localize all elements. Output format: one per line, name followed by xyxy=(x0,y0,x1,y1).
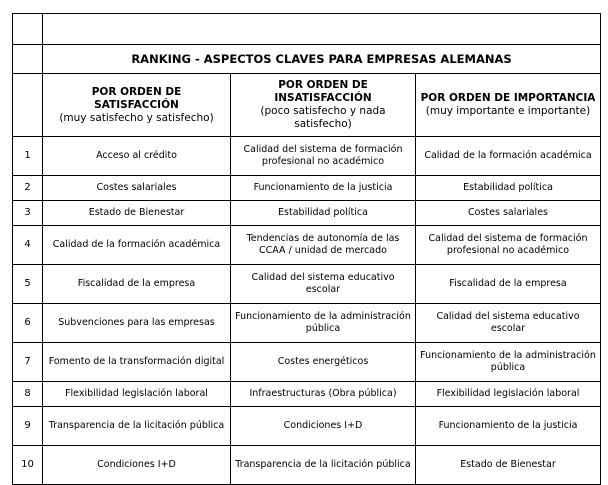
table-row xyxy=(13,201,601,226)
satisfaccion-cell: Fomento de la transformación digital xyxy=(43,343,231,382)
insatisfaccion-cell: Calidad del sistema de formación profesional no académico xyxy=(231,137,416,176)
importancia-cell: Estado de Bienestar xyxy=(416,446,601,485)
rank-cell: 10 xyxy=(13,446,43,485)
insatisfaccion-cell: Costes energéticos xyxy=(231,343,416,382)
table-row xyxy=(13,343,601,382)
empty-top-row xyxy=(13,14,601,45)
satisfaccion-cell: Flexibilidad legislación laboral xyxy=(43,382,231,407)
table-row xyxy=(13,265,601,304)
insatisfaccion-cell: Infraestructuras (Obra pública) xyxy=(231,382,416,407)
insatisfaccion-cell: Condiciones I+D xyxy=(231,407,416,446)
table-row xyxy=(13,137,601,176)
empty-header-corner-cell xyxy=(13,74,43,137)
importancia-cell: Costes salariales xyxy=(416,201,601,226)
satisfaccion-cell: Condiciones I+D xyxy=(43,446,231,485)
table-title: RANKING - ASPECTOS CLAVES PARA EMPRESAS ALEMANAS xyxy=(43,45,601,74)
importancia-cell: Calidad del sistema educativo escolar xyxy=(416,304,601,343)
satisfaccion-cell: Transparencia de la licitación pública xyxy=(43,407,231,446)
rank-cell: 5 xyxy=(13,265,43,304)
insatisfaccion-cell: Transparencia de la licitación pública xyxy=(231,446,416,485)
rank-cell: 8 xyxy=(13,382,43,407)
ranking-table xyxy=(12,13,601,485)
title-row xyxy=(13,45,601,74)
importancia-cell: Calidad del sistema de formación profesional no académico xyxy=(416,226,601,265)
insatisfaccion-cell: Tendencias de autonomía de las CCAA / unidad de mercado xyxy=(231,226,416,265)
insatisfaccion-cell: Calidad del sistema educativo escolar xyxy=(231,265,416,304)
rank-cell: 4 xyxy=(13,226,43,265)
insatisfaccion-cell: Estabilidad política xyxy=(231,201,416,226)
insatisfaccion-cell: Funcionamiento de la administración pública xyxy=(231,304,416,343)
importancia-cell: Calidad de la formación académica xyxy=(416,137,601,176)
header-importancia-sub: (muy importante e importante) xyxy=(425,105,591,117)
table-row xyxy=(13,382,601,407)
importancia-cell: Fiscalidad de la empresa xyxy=(416,265,601,304)
header-satisfaccion-line2: SATISFACCIÓN xyxy=(94,98,179,111)
table-row xyxy=(13,407,601,446)
satisfaccion-cell: Estado de Bienestar xyxy=(43,201,231,226)
header-insatisfaccion-line2: INSATISFACCIÓN xyxy=(274,92,372,104)
empty-title-corner-cell xyxy=(13,45,43,74)
header-row xyxy=(13,74,601,137)
header-satisfaccion-sub: (muy satisfecho y satisfecho) xyxy=(59,111,214,124)
rank-cell: 9 xyxy=(13,407,43,446)
empty-top-cell xyxy=(43,14,601,45)
rank-cell: 1 xyxy=(13,137,43,176)
table-row xyxy=(13,226,601,265)
rank-cell: 3 xyxy=(13,201,43,226)
satisfaccion-cell: Acceso al crédito xyxy=(43,137,231,176)
header-importancia xyxy=(416,74,601,137)
header-insatisfaccion-sub: (poco satisfecho y nada satisfecho) xyxy=(260,105,386,130)
importancia-cell: Funcionamiento de la administración pública xyxy=(416,343,601,382)
header-importancia-line1: POR ORDEN DE IMPORTANCIA xyxy=(420,92,596,104)
insatisfaccion-cell: Funcionamiento de la justicia xyxy=(231,176,416,201)
importancia-cell: Funcionamiento de la justicia xyxy=(416,407,601,446)
rank-cell: 7 xyxy=(13,343,43,382)
header-insatisfaccion xyxy=(231,74,416,137)
table-row xyxy=(13,304,601,343)
empty-corner-cell xyxy=(13,14,43,45)
satisfaccion-cell: Subvenciones para las empresas xyxy=(43,304,231,343)
header-satisfaccion-line1: POR ORDEN DE xyxy=(91,85,182,98)
satisfaccion-cell: Fiscalidad de la empresa xyxy=(43,265,231,304)
importancia-cell: Flexibilidad legislación laboral xyxy=(416,382,601,407)
rank-cell: 6 xyxy=(13,304,43,343)
table-row xyxy=(13,176,601,201)
satisfaccion-cell: Costes salariales xyxy=(43,176,231,201)
importancia-cell: Estabilidad política xyxy=(416,176,601,201)
header-satisfaccion xyxy=(43,74,231,137)
table-row xyxy=(13,446,601,485)
satisfaccion-cell: Calidad de la formación académica xyxy=(43,226,231,265)
header-insatisfaccion-line1: POR ORDEN DE xyxy=(278,79,368,91)
rank-cell: 2 xyxy=(13,176,43,201)
